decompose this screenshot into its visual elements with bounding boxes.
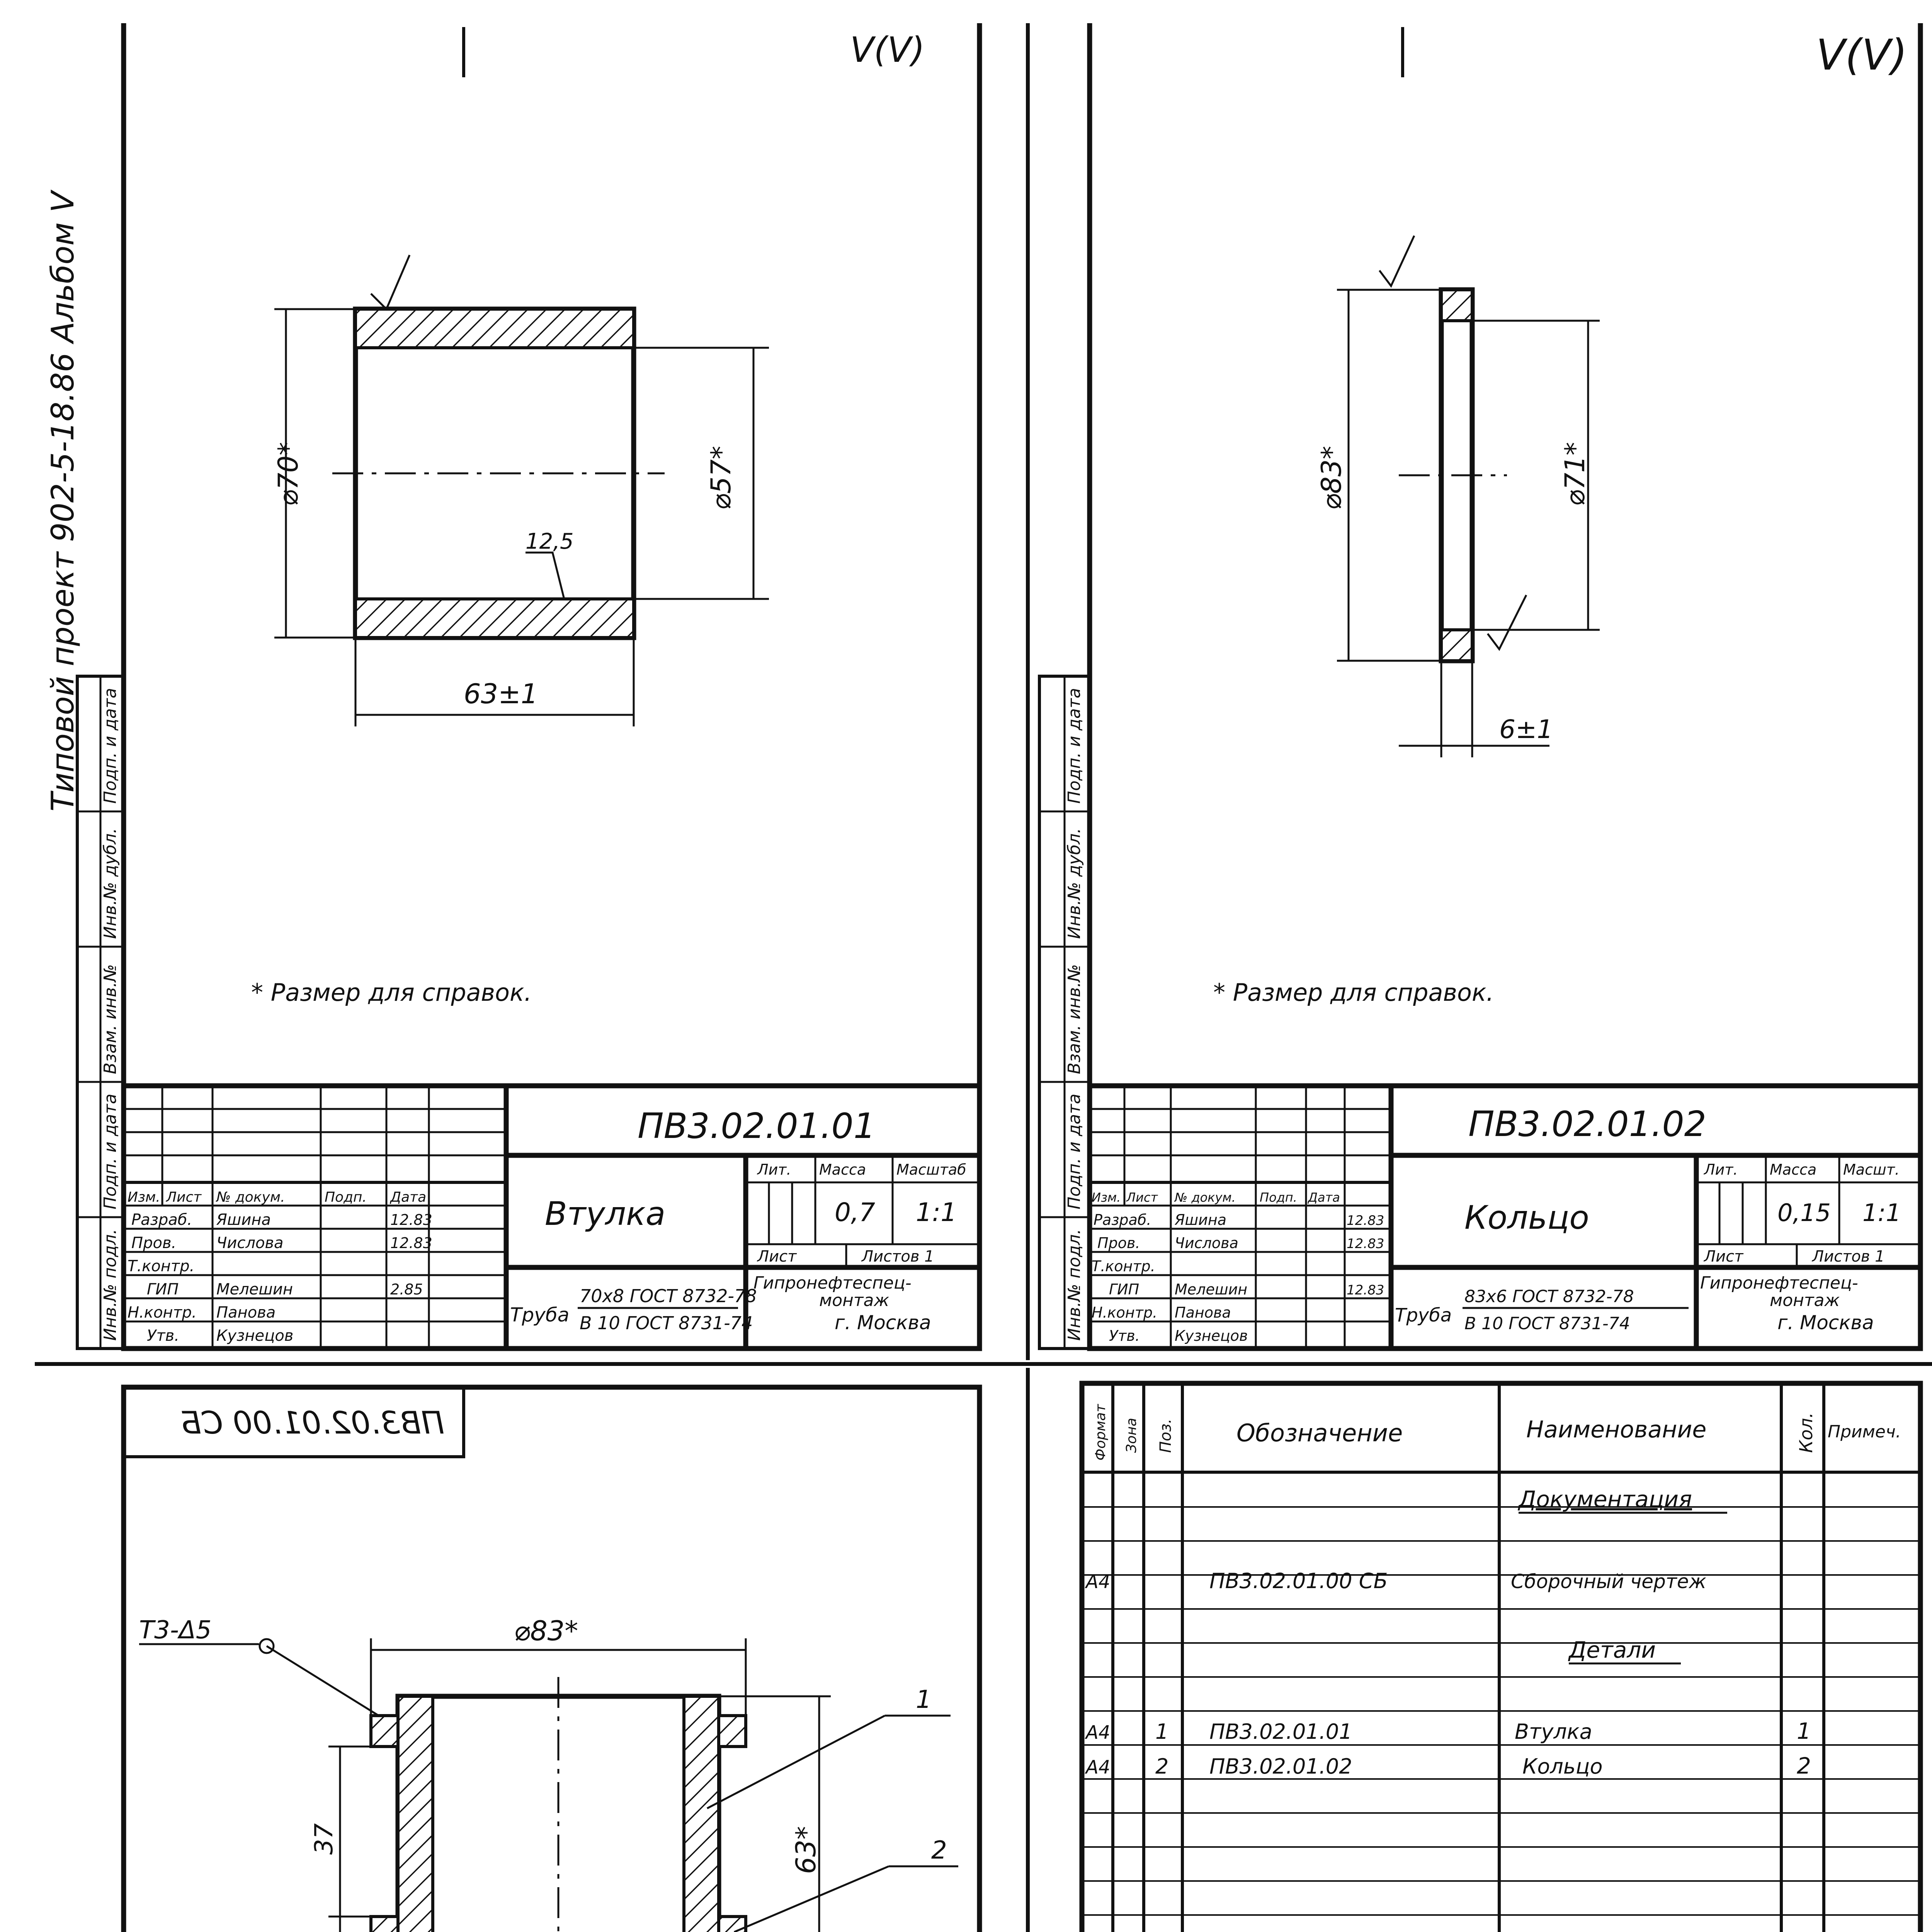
drawing-code: ПВ3.02.01.01 (638, 1106, 876, 1146)
tb-date: 12.83 (390, 1211, 432, 1228)
tb-label: № докум. (216, 1189, 285, 1205)
album-caption: Типовой проект 902-5-18.86 Альбом V (45, 191, 81, 811)
tb-label: Дата (1308, 1190, 1340, 1205)
org-line1: Гипронефтеспец- (1700, 1273, 1858, 1293)
sheet-3 (77, 1387, 980, 1932)
row-format: А4 (1086, 1757, 1111, 1778)
stamp-label: Инв.№ дубл. (1065, 828, 1084, 939)
spec-row-lines (1082, 1507, 1920, 1932)
part-name: Кольцо (1464, 1199, 1589, 1236)
dim-length: 63±1 (464, 678, 538, 710)
tb-label: Пров. (1097, 1235, 1140, 1252)
org-line1: Гипронефтеспец- (753, 1273, 912, 1293)
mass-value: 0,15 (1777, 1199, 1831, 1227)
assembly-drawing (139, 1615, 958, 1932)
tb-label: Листов 1 (1812, 1248, 1885, 1265)
tb-person: Мелешин (1175, 1281, 1248, 1298)
tb-label: Утв. (1109, 1327, 1140, 1344)
position-2: 2 (931, 1836, 947, 1865)
col-header-zone: Зона (1124, 1418, 1139, 1453)
dim-width: 6±1 (1499, 714, 1553, 744)
tb-person: Панова (1175, 1304, 1231, 1321)
material-top: 70х8 ГОСТ 8732-78 (580, 1286, 757, 1306)
scale-value: 1:1 (916, 1197, 957, 1227)
row-pos: 2 (1155, 1754, 1169, 1779)
stamp-label: Инв.№ дубл. (100, 828, 120, 939)
tb-date: 12.83 (390, 1235, 432, 1252)
row-designation: ПВ3.02.01.01 (1209, 1719, 1352, 1744)
col-header-format: Формат (1093, 1404, 1109, 1461)
tb-label: Утв. (147, 1327, 179, 1345)
drawing-code: ПВ3.02.01.02 (1468, 1104, 1707, 1145)
col-header-designation: Обозначение (1236, 1419, 1403, 1447)
stamp-label: Подп. и дата (1065, 1094, 1084, 1209)
tb-person: Кузнецов (216, 1327, 294, 1345)
tb-label: Лист (1704, 1248, 1743, 1265)
stamp-label: Взам. инв.№ (100, 964, 120, 1074)
tb-label: Лит. (1704, 1161, 1738, 1178)
title-block-2 (1090, 1086, 1920, 1349)
sheet-1 (77, 23, 980, 1349)
ring-drawing (1316, 236, 1600, 757)
tb-label: Разраб. (1094, 1211, 1151, 1228)
mass-value: 0,7 (835, 1197, 875, 1227)
tb-label: Т.контр. (128, 1257, 195, 1275)
title-block-1 (124, 1086, 980, 1349)
row-name: Втулка (1515, 1719, 1592, 1744)
bushing-drawing (272, 255, 769, 726)
top-left-sheet-number: V(V) (850, 30, 925, 70)
col-header-qty: Кол. (1796, 1412, 1816, 1453)
dim-inner-diameter: ⌀71* (1559, 442, 1591, 506)
dim-ring-diameter: ⌀83* (514, 1615, 578, 1647)
tb-label: Изм. (128, 1189, 160, 1205)
tb-label: Пров. (131, 1234, 177, 1252)
tb-date: 12.83 (1347, 1213, 1384, 1228)
tb-label: Масшт. (1843, 1161, 1900, 1178)
tb-person: Числова (216, 1234, 284, 1252)
dim-outer-diameter: ⌀70* (272, 442, 304, 506)
org-line3: г. Москва (1777, 1311, 1874, 1334)
tb-label: Лит. (757, 1161, 791, 1178)
col-header-pos: Поз. (1157, 1418, 1175, 1453)
tb-label: ГИП (147, 1281, 179, 1298)
tb-label: Подп. (1260, 1190, 1297, 1205)
tb-label: Масса (819, 1161, 866, 1178)
sheet-2 (1039, 23, 1920, 1349)
tb-date: 12.83 (1347, 1236, 1384, 1252)
tb-label: Н.контр. (128, 1304, 197, 1321)
dim-inner-diameter: ⌀57* (705, 446, 737, 510)
scale-value: 1:1 (1862, 1199, 1901, 1227)
roughness-value: 12,5 (526, 529, 574, 554)
material-top: 83х6 ГОСТ 8732-78 (1464, 1287, 1634, 1306)
row-format: А4 (1086, 1571, 1111, 1593)
material-bottom: В 10 ГОСТ 8731-74 (1464, 1314, 1630, 1333)
tb-person: Панова (216, 1304, 276, 1321)
tb-date: 12.83 (1347, 1282, 1384, 1298)
row-name: Сборочный чертеж (1511, 1570, 1706, 1593)
dim-ring-spacing: 37 (310, 1823, 338, 1855)
stamp-label: Взам. инв.№ (1065, 964, 1084, 1074)
dim-length: 63* (790, 1826, 822, 1874)
col-header-note: Примеч. (1828, 1422, 1901, 1442)
section-parts: Детали (1569, 1637, 1656, 1663)
side-stamp-1 (77, 676, 124, 1349)
tb-label: Лист (166, 1189, 202, 1205)
mirrored-drawing-code: ПВ3.02.01.00 СБ (180, 1405, 444, 1441)
tb-label: Масса (1770, 1161, 1817, 1178)
position-1: 1 (916, 1685, 932, 1714)
material-bottom: В 10 ГОСТ 8731-74 (580, 1313, 753, 1333)
tb-person: Числова (1175, 1235, 1238, 1252)
tb-label: Дата (390, 1189, 427, 1205)
tb-person: Яшина (216, 1211, 271, 1229)
material-word: Труба (1395, 1304, 1452, 1326)
tb-label: Лист (1126, 1190, 1158, 1205)
stamp-label: Инв.№ подл. (1065, 1229, 1084, 1341)
tb-label: Н.контр. (1092, 1304, 1158, 1321)
row-qty: 1 (1797, 1718, 1811, 1744)
tb-person: Кузнецов (1175, 1327, 1248, 1344)
tb-person: Яшина (1175, 1211, 1227, 1228)
material-word: Труба (510, 1304, 570, 1326)
dim-outer-diameter: ⌀83* (1316, 446, 1347, 510)
row-designation: ПВ3.02.01.02 (1209, 1754, 1352, 1779)
side-stamp-2 (1039, 676, 1090, 1349)
stamp-label: Подп. и дата (1065, 688, 1084, 804)
tb-label: ГИП (1109, 1281, 1139, 1298)
reference-note: * Размер для справок. (1213, 978, 1494, 1007)
sheet-4 (1039, 1383, 1920, 1932)
top-right-sheet-number: V(V) (1816, 30, 1908, 80)
stamp-label: Подп. и дата (100, 688, 120, 804)
tb-label: № докум. (1175, 1190, 1236, 1205)
tb-label: Лист (757, 1248, 797, 1265)
tb-label: Разраб. (131, 1211, 192, 1229)
part-name: Втулка (545, 1195, 666, 1233)
reference-note: * Размер для справок. (251, 978, 532, 1007)
row-designation: ПВ3.02.01.00 СБ (1209, 1569, 1388, 1593)
specification-table (1082, 1383, 1920, 1932)
row-format: А4 (1086, 1722, 1111, 1743)
stamp-label: Инв.№ подл. (100, 1229, 120, 1341)
org-line2: монтаж (1770, 1291, 1840, 1310)
tb-label: Листов 1 (862, 1248, 934, 1265)
org-line3: г. Москва (835, 1311, 931, 1334)
weld-symbol-top: Т3-Δ5 (139, 1616, 212, 1645)
row-pos: 1 (1155, 1719, 1169, 1744)
tb-label: Масштаб (896, 1161, 966, 1178)
tb-person: Мелешин (216, 1281, 293, 1298)
row-name: Кольцо (1522, 1754, 1603, 1779)
tb-label: Изм. (1092, 1190, 1121, 1205)
tb-date: 2.85 (390, 1281, 423, 1298)
row-qty: 2 (1797, 1753, 1811, 1779)
org-line2: монтаж (819, 1291, 889, 1310)
stamp-label: Подп. и дата (100, 1094, 120, 1209)
tb-label: Подп. (325, 1189, 367, 1205)
tb-label: Т.контр. (1092, 1258, 1155, 1275)
section-documentation: Документация (1519, 1486, 1692, 1512)
col-header-name: Наименование (1526, 1416, 1707, 1443)
